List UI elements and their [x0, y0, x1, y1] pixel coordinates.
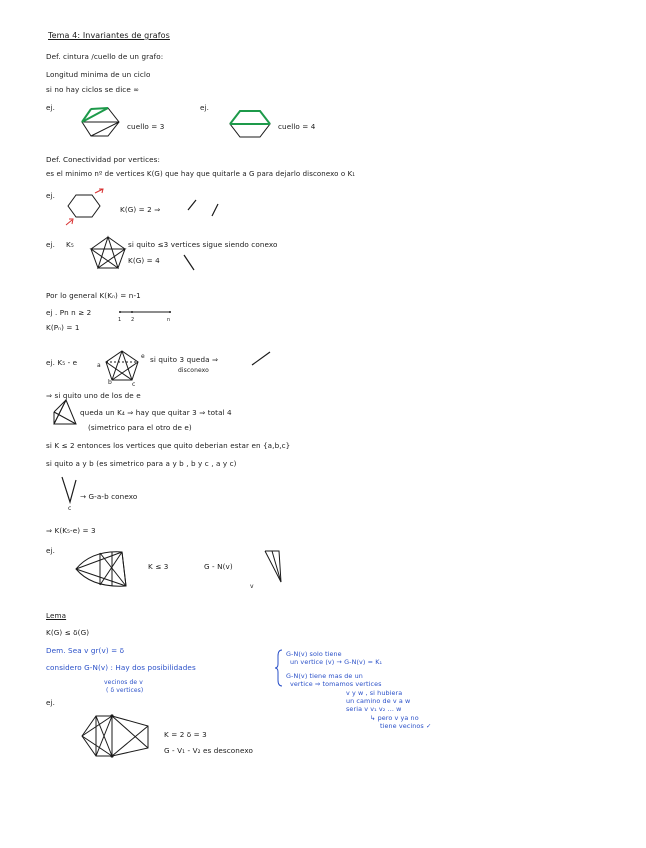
- example-label: ej.: [46, 698, 56, 707]
- k4-graph: [52, 398, 78, 432]
- queda-k4: queda un K₄ ⇒ hay que quitar 3 ⇒ total 4: [80, 408, 232, 417]
- option-1a: G-N(v) solo tiene: [286, 650, 342, 658]
- k-k5-e-result: ⇒ K(K₅-e) = 3: [46, 526, 96, 535]
- k-le-3: K ≤ 3: [148, 562, 169, 571]
- general-kn: Por lo general K(Kₙ) = n-1: [46, 291, 141, 300]
- if-k-le-2: si K ≤ 2 entonces los vertices que quito deberian estar en {a,b,c}: [46, 441, 291, 450]
- graph-girth-3: [76, 104, 122, 140]
- brace: [274, 648, 284, 688]
- remove-3-stays-connected: si quito ≤3 vertices sigue siendo conexo: [128, 240, 278, 249]
- option-2b: vertice ⇒ tomamos vertices: [290, 680, 382, 688]
- def-cintura-line1: Longitud minima de un ciclo: [46, 70, 151, 79]
- option-2c: v y w , si hubiera: [346, 689, 403, 697]
- proof-start: Dem. Sea v gr(v) = δ: [46, 646, 125, 655]
- fan-graph: [70, 548, 132, 590]
- k5-graph: [88, 234, 128, 272]
- example-label: ej.: [200, 103, 210, 112]
- symmetric-note: (simetrico para el otro de e): [88, 423, 192, 432]
- k-g-2: K(G) = 2 ⇒: [120, 205, 161, 214]
- example-label: ej.: [46, 103, 56, 112]
- def-conectividad-line1: es el minimo nº de vertices K(G) que hay que quitarle a G para dejarlo disconexo o K₁: [46, 170, 356, 178]
- edge-fragment: [248, 348, 274, 370]
- path-label-2: 2: [131, 317, 135, 323]
- vertex-e: e: [141, 353, 145, 360]
- vertex-c-label: c: [68, 505, 72, 512]
- k5-label: K₅: [66, 240, 74, 249]
- option-2d: un camino de v a w: [346, 697, 411, 705]
- vertex-b: b: [108, 379, 112, 386]
- g-minus-nv: G - N(v): [204, 562, 233, 571]
- edge-fragment: [180, 252, 200, 272]
- def-cintura-line2: si no hay ciclos se dice ∞: [46, 85, 140, 94]
- option-2e: seria v v₁ v₂ ... w: [346, 705, 402, 713]
- graph-girth-4: [226, 106, 274, 142]
- remove-e-endpoint: ⇒ si quito uno de los de e: [46, 391, 141, 400]
- option-2a: G-N(v) tiene mas de un: [286, 672, 363, 680]
- v-shape-graph: [58, 474, 80, 506]
- k5-minus-e: ej. K₅ - e: [46, 358, 78, 367]
- triangle-subgraph: [262, 548, 286, 586]
- disconnected-pieces: [180, 192, 226, 222]
- k-delta: K = 2 δ = 3: [164, 730, 207, 739]
- example-label: ej.: [46, 240, 56, 249]
- vecinos-note-2: ( δ vertices): [106, 687, 144, 694]
- vertex-c: c: [132, 381, 136, 388]
- lema-title: Lema: [46, 611, 67, 620]
- path-label-n: n: [167, 317, 171, 323]
- def-cintura: Def. cintura /cuello de un grafo:: [46, 52, 164, 61]
- proof-considero: considero G-N(v) : Hay dos posibilidades: [46, 663, 196, 672]
- hexagon-graph: [62, 188, 106, 226]
- page-title: Tema 4: Invariantes de grafos: [48, 31, 170, 40]
- vecinos-note: vecinos de v: [104, 679, 143, 686]
- g-v1-v2-disconnected: G - V₁ - V₂ es desconexo: [164, 746, 253, 755]
- example-label: ej.: [46, 191, 56, 200]
- k-g-4: K(G) = 4: [128, 256, 160, 265]
- disconnected-word: disconexo: [178, 367, 209, 374]
- girth-3-label: cuello = 3: [127, 122, 165, 131]
- remove-a-b: si quito a y b (es simetrico para a y b , b y c , a y c): [46, 459, 237, 468]
- path-label-1: 1: [118, 317, 122, 323]
- lema-statement: K(G) ≤ δ(G): [46, 628, 90, 637]
- pn-example: ej . Pn n ≥ 2: [46, 308, 92, 317]
- vertex-a: a: [97, 362, 101, 369]
- g-a-b-connected: → G-a-b conexo: [80, 492, 138, 501]
- vertex-v: v: [250, 583, 254, 590]
- option-2g: tiene vecinos ✓: [380, 722, 432, 730]
- option-2f: ↳ pero v ya no: [370, 714, 419, 722]
- option-1b: un vertice (v) → G-N(v) = K₁: [290, 658, 383, 666]
- example-label: ej.: [46, 546, 56, 555]
- k-pn: K(Pₙ) = 1: [46, 323, 80, 332]
- remove-3-disconnected: si quito 3 queda ⇒: [150, 355, 219, 364]
- girth-4-label: cuello = 4: [278, 122, 316, 131]
- def-conectividad: Def. Conectividad por vertices:: [46, 155, 161, 164]
- example-graph-lema: [78, 712, 154, 760]
